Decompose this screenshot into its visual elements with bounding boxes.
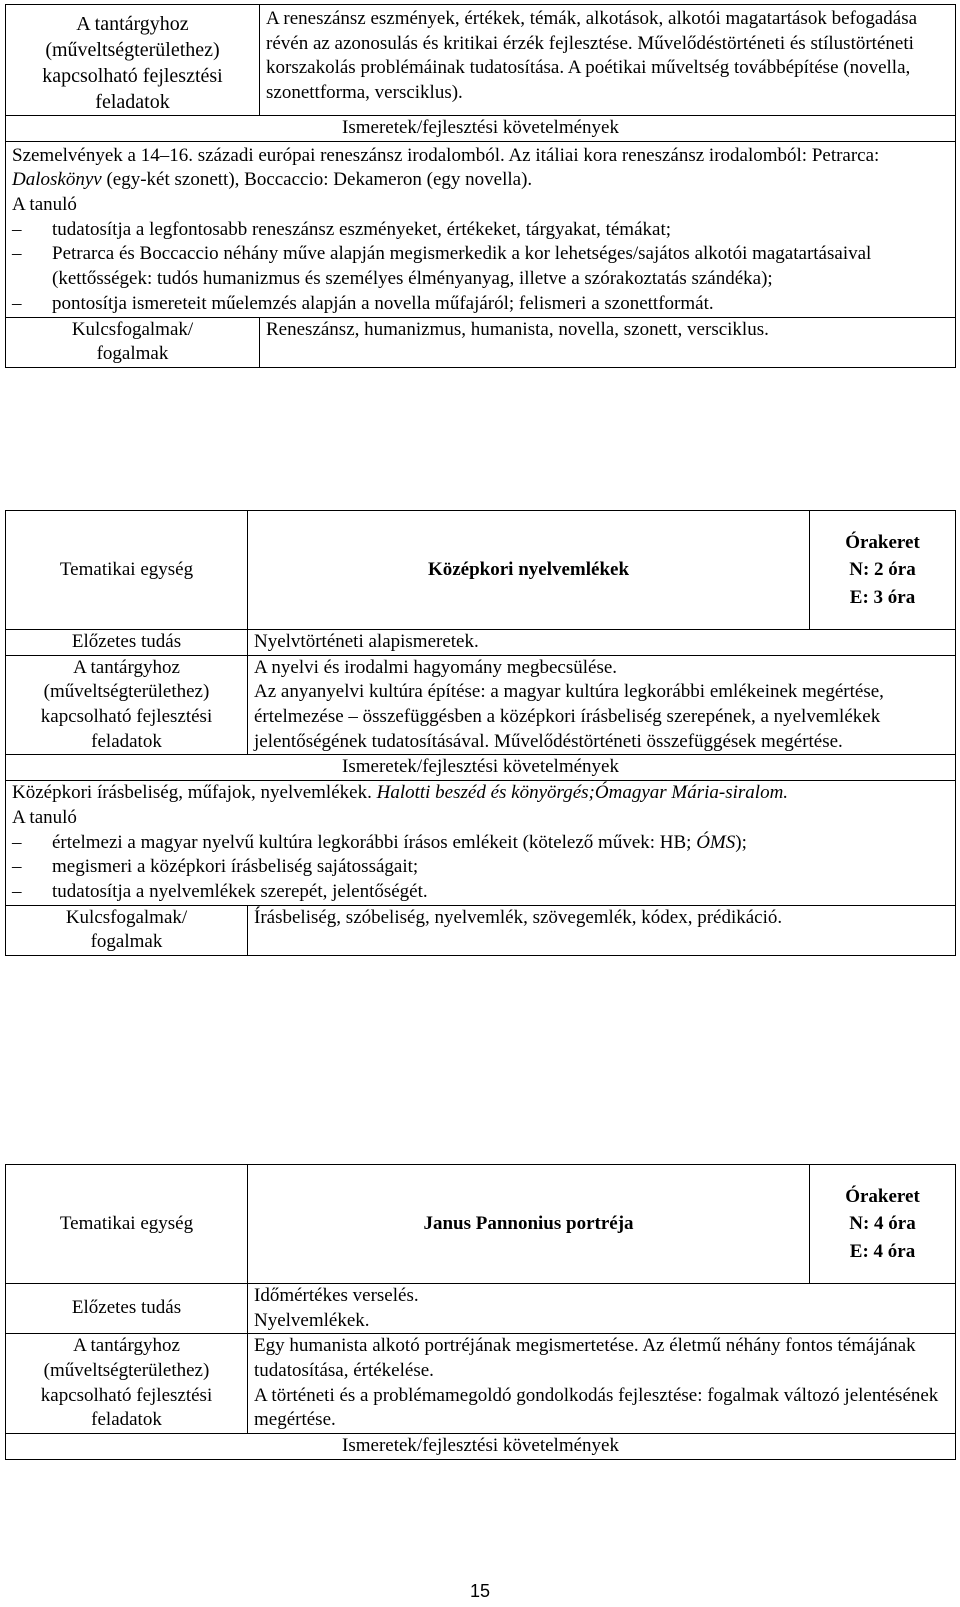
kulcsfogalmak-label: Kulcsfogalmak/ fogalmak <box>6 905 248 955</box>
elozetes-text: Nyelvtörténeti alapismeretek. <box>248 630 956 656</box>
szemelvenyek-text: Szemelvények a 14–16. századi európai reneszánsz irodalomból. Az itáliai kora reneszánsz irodalomból: Petrarca: Daloskönyv (egy-két szonett), Boccaccio: Dekameron (egy novella). <box>12 144 880 191</box>
kulcsfogalmak-text: Reneszánsz, humanizmus, humanista, novella, szonett, versciklus. <box>260 317 956 367</box>
elozetes-label: Előzetes tudás <box>6 1284 248 1334</box>
requirements-list <box>12 831 949 905</box>
orakeret: Órakeret N: 4 óra E: 4 óra <box>810 1165 956 1284</box>
fejlesztesi-text: A nyelvi és irodalmi hagyomány megbecsülése. Az anyanyelvi kultúra építése: a magyar kultúra legkorábbi emlékeinek megértése, értelmezése – összefüggésben a középkori írásbeliség szerepének, a nyelvemlékek jelentőségének tudatosításával. Művelődéstörténeti összefüggések megértése. <box>248 655 956 755</box>
unit-title: Középkori nyelvemlékek <box>248 511 810 630</box>
tanulo-label: A tanuló <box>12 806 77 828</box>
list-item: – tudatosítja a nyelvemlékek szerepét, jelentőségét. <box>12 880 949 905</box>
list-item: – tudatosítja a legfontosabb reneszánsz eszményeket, értékeket, tárgyakat, témákat; <box>12 218 949 243</box>
block2-table <box>5 510 956 956</box>
intro-text: Középkori írásbeliség, műfajok, nyelvemlékek. Halotti beszéd és könyörgés;Ómagyar Mária-siralom. <box>12 782 789 804</box>
list-item: – Petrarca és Boccaccio néhány műve alapján megismerkedik a kor lehetséges/sajátos alkotói magatartásaival (kettősségek: tudós humanizmus és személyes élményanyag, illetve a szórakoztatás szándéka); <box>12 242 949 291</box>
kulcsfogalmak-label: Kulcsfogalmak/ fogalmak <box>6 317 260 367</box>
block1-table <box>5 4 956 368</box>
elozetes-text: Időmértékes verselés. Nyelvemlékek. <box>248 1284 956 1334</box>
tanulo-label: A tanuló <box>12 194 77 216</box>
ismeretek-heading: Ismeretek/fejlesztési követelmények <box>6 1434 956 1460</box>
fejlesztesi-label: A tantárgyhoz (műveltségterülethez) kapcsolható fejlesztési feladatok <box>6 655 248 755</box>
block3-table <box>5 1164 956 1460</box>
page-number: 15 <box>469 1581 491 1601</box>
unit-title: Janus Pannonius portréja <box>248 1165 810 1284</box>
tematikai-label: Tematikai egység <box>6 1165 248 1284</box>
ismeretek-body <box>6 781 956 905</box>
ismeretek-heading: Ismeretek/fejlesztési követelmények <box>6 116 956 142</box>
fejlesztesi-label: A tantárgyhoz (műveltségterülethez) kapcsolható fejlesztési feladatok <box>6 1334 248 1434</box>
tematikai-label: Tematikai egység <box>6 511 248 630</box>
fejlesztesi-text: A reneszánsz eszmények, értékek, témák, alkotások, alkotói magatartások befogadása révén az azonosulás és kritikai érzék fejlesztése. Művelődéstörténeti és stílustörténeti korszakolás problémáinak tudatosítása. A poétikai műveltség továbbépítése (novella, szonettforma, versciklus). <box>260 5 956 116</box>
list-item: – megismeri a középkori írásbeliség sajátosságait; <box>12 855 949 880</box>
fejlesztesi-text: Egy humanista alkotó portréjának megismertetése. Az életmű néhány fontos témájának tudatosítása, értékelése. A történeti és a problémamegoldó gondolkodás fejlesztése: fogalmak változó jelentésének megértése. <box>248 1334 956 1434</box>
list-item: – pontosítja ismereteit műelemzés alapján a novella műfajáról; felismeri a szonettformát. <box>12 292 949 317</box>
orakeret: Órakeret N: 2 óra E: 3 óra <box>810 511 956 630</box>
ismeretek-body <box>6 141 956 317</box>
kulcsfogalmak-text: Írásbeliség, szóbeliség, nyelvemlék, szövegemlék, kódex, prédikáció. <box>248 905 956 955</box>
ismeretek-heading: Ismeretek/fejlesztési követelmények <box>6 755 956 781</box>
elozetes-label: Előzetes tudás <box>6 630 248 656</box>
list-item: – értelmezi a magyar nyelvű kultúra legkorábbi írásos emlékeit (kötelező művek: HB; ÓMS); <box>12 831 949 856</box>
requirements-list <box>12 218 949 317</box>
fejlesztesi-label: A tantárgyhoz (műveltségterülethez) kapcsolható fejlesztési feladatok <box>6 5 260 116</box>
